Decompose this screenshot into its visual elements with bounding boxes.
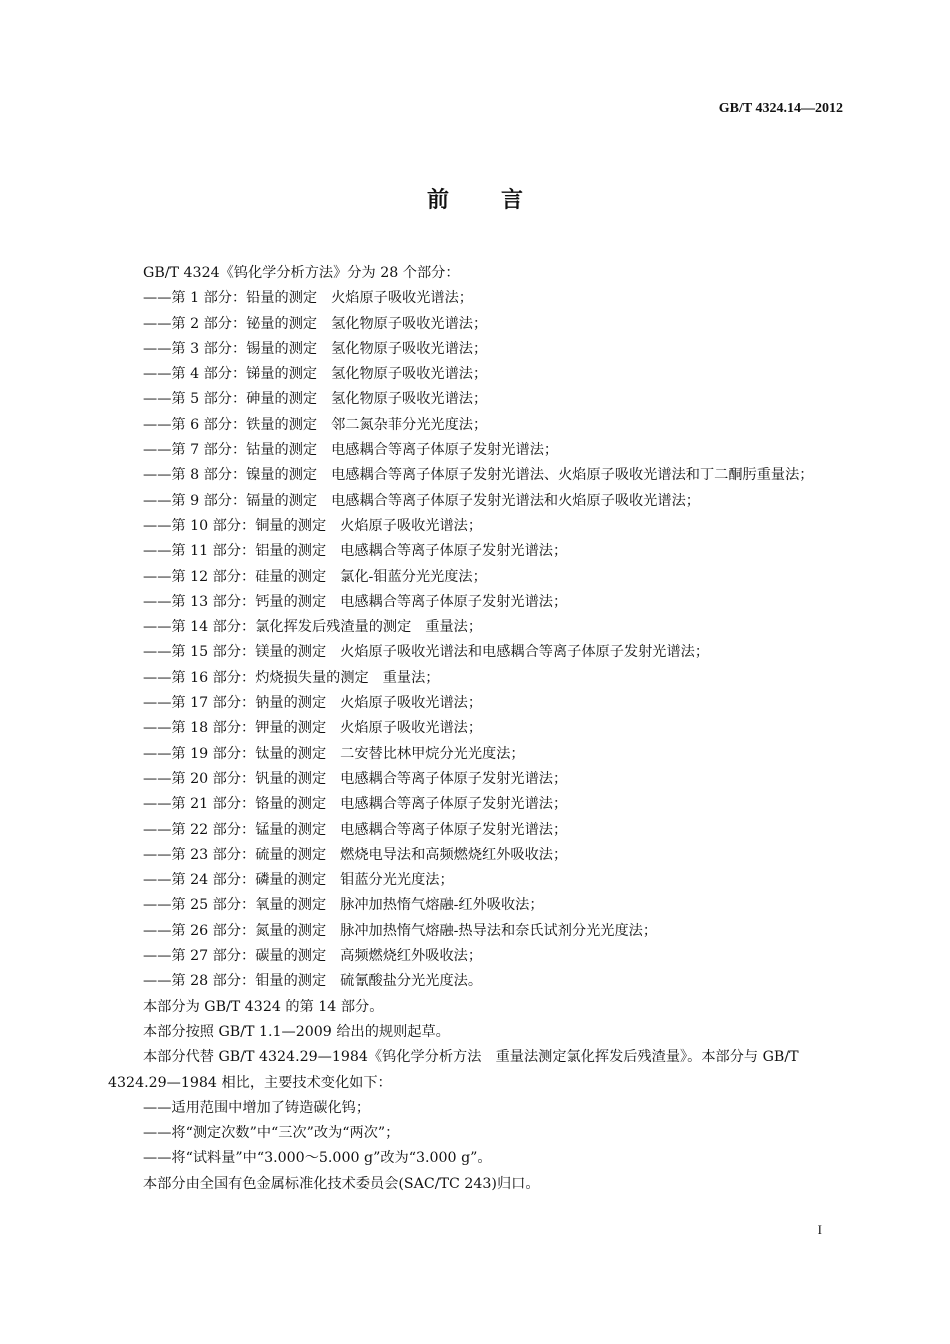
list-item (108, 539, 844, 564)
part-label: ——第 17 部分：钠量的测定 (143, 695, 327, 712)
part-label: ——第 27 部分：碳量的测定 (143, 948, 327, 965)
list-item (108, 489, 844, 514)
part-label: ——第 22 部分：锰量的测定 (143, 821, 327, 838)
part-method: 电感耦合等离子体原子发射光谱法； (340, 543, 568, 560)
list-item (108, 286, 844, 311)
part-method: 燃烧电导法和高频燃烧红外吸收法； (340, 846, 568, 863)
part-label: ——第 20 部分：钒量的测定 (143, 770, 327, 787)
part-method: 电感耦合等离子体原子发射光谱法； (340, 593, 568, 610)
list-item (108, 590, 844, 615)
change-item: ——适用范围中增加了铸造碳化钨； (143, 1099, 371, 1116)
part-method: 高频燃烧红外吸收法； (340, 948, 483, 965)
committee-paragraph: 本部分由全国有色金属标准化技术委员会(SAC/TC 243)归口。 (143, 1175, 540, 1192)
list-item (108, 792, 844, 817)
part-method: 火焰原子吸收光谱法； (340, 720, 483, 737)
foreword-body (108, 261, 844, 1197)
part-method: 电感耦合等离子体原子发射光谱法； (331, 442, 559, 459)
part-method: 电感耦合等离子体原子发射光谱法； (340, 821, 568, 838)
list-item (108, 919, 844, 944)
list-item (108, 615, 844, 640)
change-item: ——将“测定次数”中“三次”改为“两次”； (143, 1125, 400, 1142)
part-method: 氢化物原子吸收光谱法； (331, 340, 488, 357)
list-item (108, 969, 844, 994)
part-label: ——第 7 部分：钴量的测定 (143, 442, 318, 459)
part-label: ——第 3 部分：锡量的测定 (143, 340, 318, 357)
drafting-rules-paragraph: 本部分按照 GB/T 1.1—2009 给出的规则起草。 (143, 1023, 450, 1040)
list-item (108, 387, 844, 412)
part-method: 脉冲加热惰气熔融-热导法和奈氏试剂分光光度法； (340, 922, 658, 939)
part-method: 火焰原子吸收光谱法； (331, 290, 473, 307)
part-method: 电感耦合等离子体原子发射光谱法、火焰原子吸收光谱法和丁二酮肟重量法； (331, 467, 814, 484)
part-method: 火焰原子吸收光谱法和电感耦合等离子体原子发射光谱法； (340, 644, 710, 661)
change-item: ——将“试料量”中“3.000～5.000 g”改为“3.000 g”。 (143, 1150, 492, 1167)
part-method: 电感耦合等离子体原子发射光谱法和火焰原子吸收光谱法； (331, 492, 700, 509)
list-item (108, 413, 844, 438)
replacement-paragraph: 本部分代替 GB/T 4324.29—1984《钨化学分析方法 重量法测定氯化挥发后残渣量》。本部分与 GB/T 4324.29—1984 相比，主要技术变化如下： (108, 1049, 799, 1091)
part-label: ——第 12 部分：硅量的测定 (143, 568, 327, 585)
part-label: ——第 10 部分：铜量的测定 (143, 517, 327, 534)
part-method: 脉冲加热惰气熔融-红外吸收法； (340, 897, 544, 914)
parts-list (108, 286, 844, 994)
list-item (108, 640, 844, 665)
part-label: ——第 18 部分：钾量的测定 (143, 720, 327, 737)
list-item (108, 893, 844, 918)
list-item (108, 944, 844, 969)
part-label: ——第 4 部分：锑量的测定 (143, 366, 318, 383)
part-method: 重量法； (425, 619, 483, 636)
list-item (108, 818, 844, 843)
list-item (108, 565, 844, 590)
part-label: ——第 9 部分：镉量的测定 (143, 492, 318, 509)
part-method: 钼蓝分光光度法； (340, 872, 454, 889)
part-method: 邻二氮杂菲分光光度法； (331, 416, 488, 433)
list-item (108, 312, 844, 337)
part-label: ——第 15 部分：镁量的测定 (143, 644, 327, 661)
list-item (108, 716, 844, 741)
part-label: ——第 28 部分：钼量的测定 (143, 973, 327, 990)
part-label: ——第 8 部分：镍量的测定 (143, 467, 318, 484)
list-item (108, 666, 844, 691)
list-item (108, 742, 844, 767)
list-item (108, 337, 844, 362)
list-item (108, 438, 844, 463)
part-method: 硫氰酸盐分光光度法。 (340, 973, 483, 990)
part-label: ——第 16 部分：灼烧损失量的测定 (143, 669, 369, 686)
part-method: 二安替比林甲烷分光光度法； (340, 745, 525, 762)
list-item (108, 843, 844, 868)
list-item (108, 362, 844, 387)
part-method: 火焰原子吸收光谱法； (340, 517, 483, 534)
part-label: ——第 2 部分：铋量的测定 (143, 315, 318, 332)
part-number-paragraph: 本部分为 GB/T 4324 的第 14 部分。 (143, 998, 384, 1015)
part-method: 电感耦合等离子体原子发射光谱法； (340, 770, 568, 787)
list-item (108, 868, 844, 893)
part-label: ——第 19 部分：钛量的测定 (143, 745, 327, 762)
standard-code: GB/T 4324.14—2012 (718, 101, 843, 116)
list-item (108, 463, 844, 488)
part-method: 氯化-钼蓝分光光度法； (340, 568, 487, 585)
part-label: ——第 24 部分：磷量的测定 (143, 872, 327, 889)
part-label: ——第 11 部分：铝量的测定 (143, 543, 327, 560)
part-label: ——第 21 部分：铬量的测定 (143, 796, 327, 813)
list-item (108, 691, 844, 716)
part-method: 氢化物原子吸收光谱法； (331, 315, 488, 332)
part-method: 火焰原子吸收光谱法； (340, 695, 483, 712)
page-number: I (817, 1222, 822, 1237)
part-label: ——第 25 部分：氧量的测定 (143, 897, 327, 914)
part-label: ——第 6 部分：铁量的测定 (143, 416, 318, 433)
part-method: 氢化物原子吸收光谱法； (331, 391, 488, 408)
part-label: ——第 13 部分：钙量的测定 (143, 593, 327, 610)
part-method: 电感耦合等离子体原子发射光谱法； (340, 796, 568, 813)
part-method: 氢化物原子吸收光谱法； (331, 366, 488, 383)
page-title: 前言 (426, 188, 575, 213)
list-item (108, 767, 844, 792)
part-method: 重量法； (382, 669, 440, 686)
intro-paragraph: GB/T 4324《钨化学分析方法》分为 28 个部分： (143, 265, 460, 281)
part-label: ——第 5 部分：砷量的测定 (143, 391, 318, 408)
part-label: ——第 1 部分：铅量的测定 (143, 290, 318, 307)
list-item (108, 514, 844, 539)
part-label: ——第 14 部分：氯化挥发后残渣量的测定 (143, 619, 412, 636)
part-label: ——第 23 部分：硫量的测定 (143, 846, 327, 863)
part-label: ——第 26 部分：氮量的测定 (143, 922, 327, 939)
